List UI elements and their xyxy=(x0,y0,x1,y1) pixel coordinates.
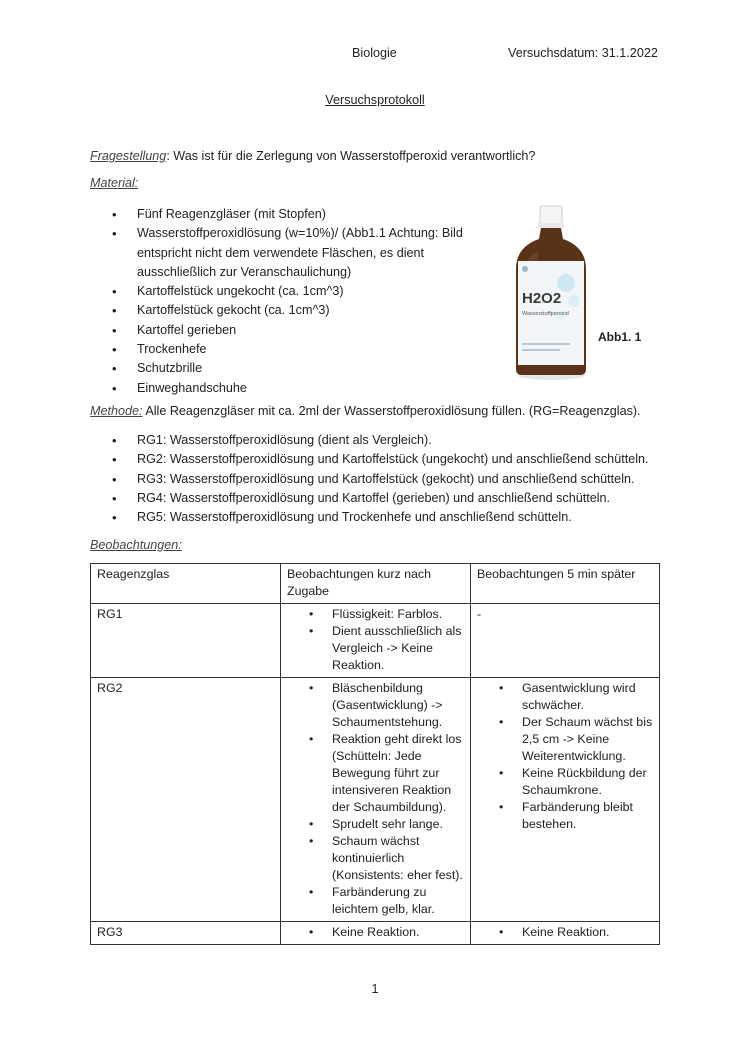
tube-cell: RG3 xyxy=(91,922,281,945)
material-heading xyxy=(90,176,138,190)
list-item: • RG4: Wasserstoffperoxidlösung und Kartoffel (gerieben) und anschließend schütteln. xyxy=(90,489,690,508)
list-item: • Flüssigkeit: Farblos. xyxy=(287,606,464,623)
after-list xyxy=(287,606,464,674)
list-item: • Keine Reaktion. xyxy=(477,924,653,941)
bottle-icon xyxy=(508,203,658,383)
list-item: • Kartoffelstück gekocht (ca. 1cm^3) xyxy=(90,301,470,320)
figure-caption: Abb1. 1 xyxy=(598,330,642,344)
list-item: • Farbänderung bleibt bestehen. xyxy=(477,799,653,833)
page-number: 1 xyxy=(371,982,379,996)
tube-cell: RG1 xyxy=(91,604,281,678)
list-item: • Fünf Reagenzgläser (mit Stopfen) xyxy=(90,205,470,224)
after-cell xyxy=(281,604,471,678)
table-header-cell: Beobachtungen 5 min später xyxy=(471,564,660,604)
list-item: • Sprudelt sehr lange. xyxy=(287,816,464,833)
list-item: • Wasserstoffperoxidlösung (w=10%)/ (Abb1.1 Achtung: Bild entspricht nicht dem verwendete Fläschen, es dient ausschließlich zur Veranschaulichung) xyxy=(90,224,470,282)
question-label: Fragestellung xyxy=(90,149,167,163)
table-header-cell: Reagenzglas xyxy=(91,564,281,604)
bottle-figure xyxy=(508,203,658,383)
later-list xyxy=(477,680,653,833)
later-cell xyxy=(471,604,660,678)
list-item: • Kartoffelstück ungekocht (ca. 1cm^3) xyxy=(90,282,470,301)
later-cell xyxy=(471,678,660,922)
method-label: Methode: xyxy=(90,404,143,418)
list-item: • Trockenhefe xyxy=(90,340,470,359)
tube-cell: RG2 xyxy=(91,678,281,922)
material-list-container xyxy=(90,205,470,398)
method-list-container xyxy=(90,431,690,527)
list-item: • Keine Reaktion. xyxy=(287,924,464,941)
method-line xyxy=(90,404,641,418)
table-header-cell: Beobachtungen kurz nach Zugabe xyxy=(281,564,471,604)
observations-table xyxy=(90,563,660,945)
list-item: • Farbänderung zu leichtem gelb, klar. xyxy=(287,884,464,918)
material-label: Material: xyxy=(90,176,139,190)
table-row xyxy=(91,604,660,678)
list-item: • RG2: Wasserstoffperoxidlösung und Kartoffelstück (ungekocht) und anschließend schütteln. xyxy=(90,450,690,469)
list-item: • RG3: Wasserstoffperoxidlösung und Kartoffelstück (gekocht) und anschließend schütteln. xyxy=(90,470,690,489)
list-item: • Einweghandschuhe xyxy=(90,379,470,398)
header-date: Versuchsdatum: 31.1.2022 xyxy=(508,46,658,60)
after-list xyxy=(287,680,464,918)
method-text: Alle Reagenzgläser mit ca. 2ml der Wasserstoffperoxidlösung füllen. (RG=Reagenzglas). xyxy=(142,404,641,418)
table-row xyxy=(91,922,660,945)
question-line xyxy=(90,149,535,163)
later-cell xyxy=(471,922,660,945)
question-text: : Was ist für die Zerlegung von Wasserstoffperoxid verantwortlich? xyxy=(166,149,536,163)
header-subject: Biologie xyxy=(352,46,397,60)
table-row xyxy=(91,678,660,922)
after-cell xyxy=(281,678,471,922)
material-list xyxy=(90,205,470,398)
after-cell xyxy=(281,922,471,945)
bottle-label-text: H2O2 xyxy=(522,290,562,307)
list-item: • Kartoffel gerieben xyxy=(90,321,470,340)
table-header-row xyxy=(91,564,660,604)
list-item: • Bläschenbildung (Gasentwicklung) -> Schaumentstehung. xyxy=(287,680,464,731)
list-item: • RG1: Wasserstoffperoxidlösung (dient als Vergleich). xyxy=(90,431,690,450)
later-text: - xyxy=(477,607,482,621)
list-item: • Gasentwicklung wird schwächer. xyxy=(477,680,653,714)
list-item: • Keine Rückbildung der Schaumkrone. xyxy=(477,765,653,799)
list-item: • Dient ausschließlich als Vergleich -> Keine Reaktion. xyxy=(287,623,464,674)
observations-label: Beobachtungen: xyxy=(90,538,182,552)
method-list xyxy=(90,431,690,527)
later-list xyxy=(477,924,653,941)
document-title: Versuchsprotokoll xyxy=(325,93,425,107)
list-item: • Schutzbrille xyxy=(90,359,470,378)
list-item: • RG5: Wasserstoffperoxidlösung und Trockenhefe und anschließend schütteln. xyxy=(90,508,690,527)
observations-heading xyxy=(90,538,182,552)
list-item: • Der Schaum wächst bis 2,5 cm -> Keine Weiterentwicklung. xyxy=(477,714,653,765)
after-list xyxy=(287,924,464,941)
bottle-sub-text: Wasserstoffperoxid xyxy=(522,311,569,317)
list-item: • Schaum wächst kontinuierlich (Konsistents: eher fest). xyxy=(287,833,464,884)
list-item: • Reaktion geht direkt los (Schütteln: Jede Bewegung führt zur intensiveren Reaktion der Schaumbildung). xyxy=(287,731,464,816)
